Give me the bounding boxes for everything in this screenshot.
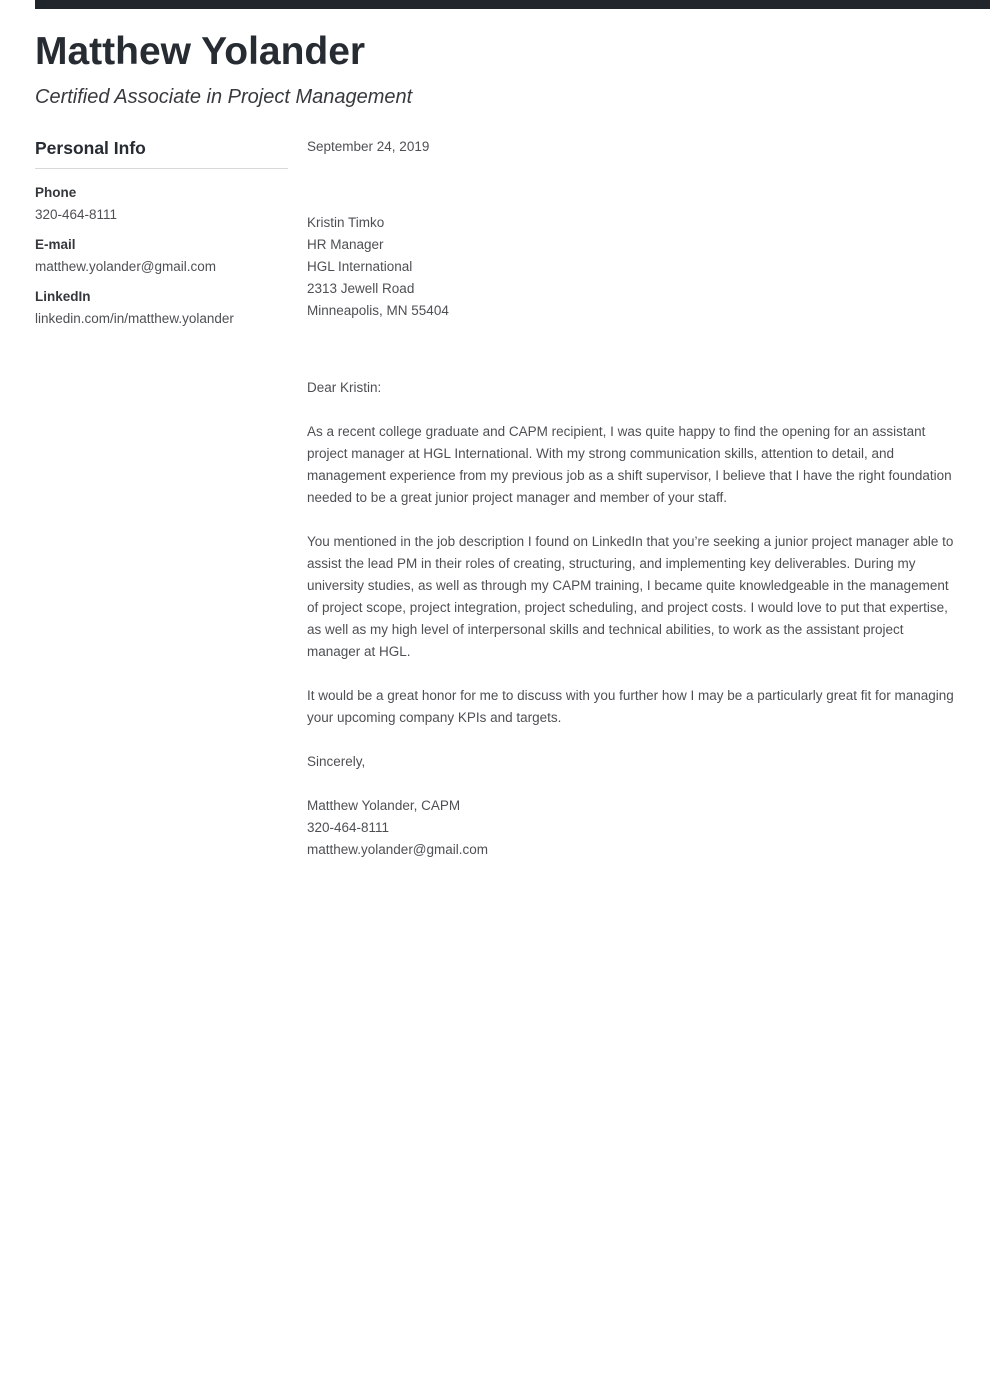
salutation: Dear Kristin: [307, 380, 382, 395]
info-item-linkedin [35, 286, 288, 330]
letter-date: September 24, 2019 [307, 139, 430, 154]
top-accent-bar [35, 0, 990, 9]
candidate-job-title: Certified Associate in Project Management [35, 86, 413, 108]
info-item-phone [35, 182, 288, 226]
signature-block [307, 795, 955, 861]
signature-name: Matthew Yolander, CAPM [307, 798, 461, 813]
recipient-role: HR Manager [307, 237, 384, 252]
email-label: E-mail [35, 237, 76, 252]
email-value: matthew.yolander@gmail.com [35, 259, 217, 274]
recipient-company: HGL International [307, 259, 413, 274]
recipient-name: Kristin Timko [307, 215, 385, 230]
letter-body [307, 136, 955, 861]
info-item-email [35, 234, 288, 278]
recipient-block [307, 212, 955, 322]
signature-phone: 320-464-8111 [307, 820, 390, 835]
phone-value: 320-464-8111 [35, 207, 118, 222]
candidate-name: Matthew Yolander [35, 30, 366, 73]
personal-info-sidebar [35, 138, 288, 338]
linkedin-label: LinkedIn [35, 289, 91, 304]
signature-email: matthew.yolander@gmail.com [307, 842, 489, 857]
personal-info-heading: Personal Info [35, 138, 288, 169]
phone-label: Phone [35, 185, 77, 200]
paragraph-3: It would be a great honor for me to discuss with you further how I may be a particularly great fit for managing your upcoming company KPIs and targets. [307, 688, 954, 725]
linkedin-value: linkedin.com/in/matthew.yolander [35, 311, 234, 326]
paragraph-1: As a recent college graduate and CAPM recipient, I was quite happy to find the opening for an assistant project manager at HGL International. With my strong communication skills, attention to detail, and management experience from my previous job as a shift supervisor, I believe that I have the right foundation needed to be a great junior project manager and member of your staff. [307, 424, 952, 505]
letter-header [35, 30, 412, 110]
recipient-street: 2313 Jewell Road [307, 281, 415, 296]
paragraph-2: You mentioned in the job description I found on LinkedIn that you’re seeking a junior project manager able to assist the lead PM in their roles of creating, structuring, and implementing key deliverables. During my university studies, as well as through my CAPM training, I became quite knowledgeable in the management of project scope, project integration, project scheduling, and project costs. I would love to put that expertise, as well as my high level of interpersonal skills and technical abilities, to work as the assistant project manager at HGL. [307, 534, 954, 659]
closing: Sincerely, [307, 754, 366, 769]
recipient-city: Minneapolis, MN 55404 [307, 303, 449, 318]
